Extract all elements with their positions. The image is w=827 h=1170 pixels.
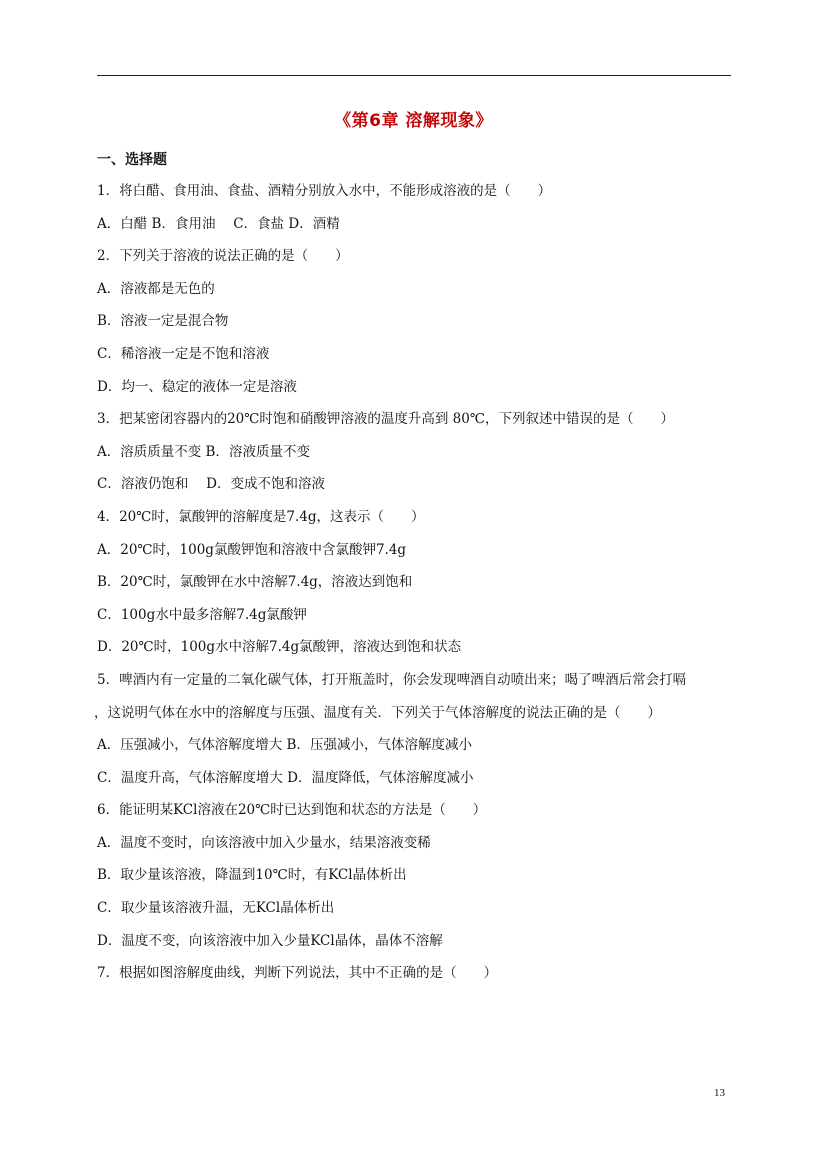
question-6-option-b: B．取少量该溶液，降温到10℃时，有KCl晶体析出 (97, 867, 407, 884)
question-5-options-cd: C．温度升高，气体溶解度增大 D．温度降低，气体溶解度减小 (97, 769, 474, 786)
question-1: 1．将白醋、食用油、食盐、酒精分别放入水中，不能形成溶液的是（ ） (97, 183, 552, 199)
question-3-options-ab: A．溶质质量不变 B．溶液质量不变 (97, 443, 310, 460)
question-6-option-d: D．温度不变，向该溶液中加入少量KCl晶体，晶体不溶解 (97, 932, 443, 949)
question-5-continued: ，这说明气体在水中的溶解度与压强、温度有关．下列关于气体溶解度的说法正确的是（ ） (94, 704, 661, 721)
question-2: 2．下列关于溶液的说法正确的是（ ） (97, 248, 349, 265)
question-2-option-d: D．均一、稳定的液体一定是溶液 (97, 378, 297, 395)
question-5-options-ab: A．压强减小，气体溶解度增大 B．压强减小，气体溶解度减小 (97, 737, 472, 754)
question-7: 7．根据如图溶解度曲线，判断下列说法，其中不正确的是（ ） (97, 965, 498, 982)
question-4-option-c: C．100g水中最多溶解7.4g氯酸钾 (97, 606, 307, 623)
question-1-options: A．白醋 B．食用油 C．食盐 D．酒精 (97, 215, 340, 232)
question-list (94, 180, 737, 995)
question-4-option-b: B．20℃时，氯酸钾在水中溶解7.4g，溶液达到饱和 (97, 574, 413, 591)
header-rule (97, 75, 731, 76)
question-6-option-c: C．取少量该溶液升温，无KCl晶体析出 (97, 900, 335, 917)
question-6: 6．能证明某KCl溶液在20℃时已达到饱和状态的方法是（ ） (97, 802, 487, 819)
question-4-option-d: D．20℃时，100g水中溶解7.4g氯酸钾，溶液达到饱和状态 (97, 639, 462, 656)
question-3-options-cd: C．溶液仍饱和 D．变成不饱和溶液 (97, 476, 325, 493)
page-number: 13 (714, 1087, 725, 1099)
question-4: 4．20℃时，氯酸钾的溶解度是7.4g，这表示（ ） (97, 508, 425, 525)
question-5: 5．啤酒内有一定量的二氧化碳气体，打开瓶盖时，你会发现啤酒自动喷出来；喝了啤酒后常会打嗝 (97, 671, 687, 688)
section-heading: 一、选择题 (97, 152, 167, 168)
question-4-option-a: A．20℃时，100g氯酸钾饱和溶液中含氯酸钾7.4g (97, 541, 407, 558)
question-2-option-c: C．稀溶液一定是不饱和溶液 (97, 345, 270, 362)
question-3: 3．把某密闭容器内的20℃时饱和硝酸钾溶液的温度升高到 80℃，下列叙述中错误的是（ ） (97, 411, 674, 428)
question-2-option-a: A．溶液都是无色的 (97, 280, 215, 297)
question-2-option-b: B．溶液一定是混合物 (97, 313, 229, 330)
question-6-option-a: A．温度不变时，向该溶液中加入少量水，结果溶液变稀 (97, 834, 431, 851)
page-title: 《第6章 溶解现象》 (334, 111, 493, 131)
